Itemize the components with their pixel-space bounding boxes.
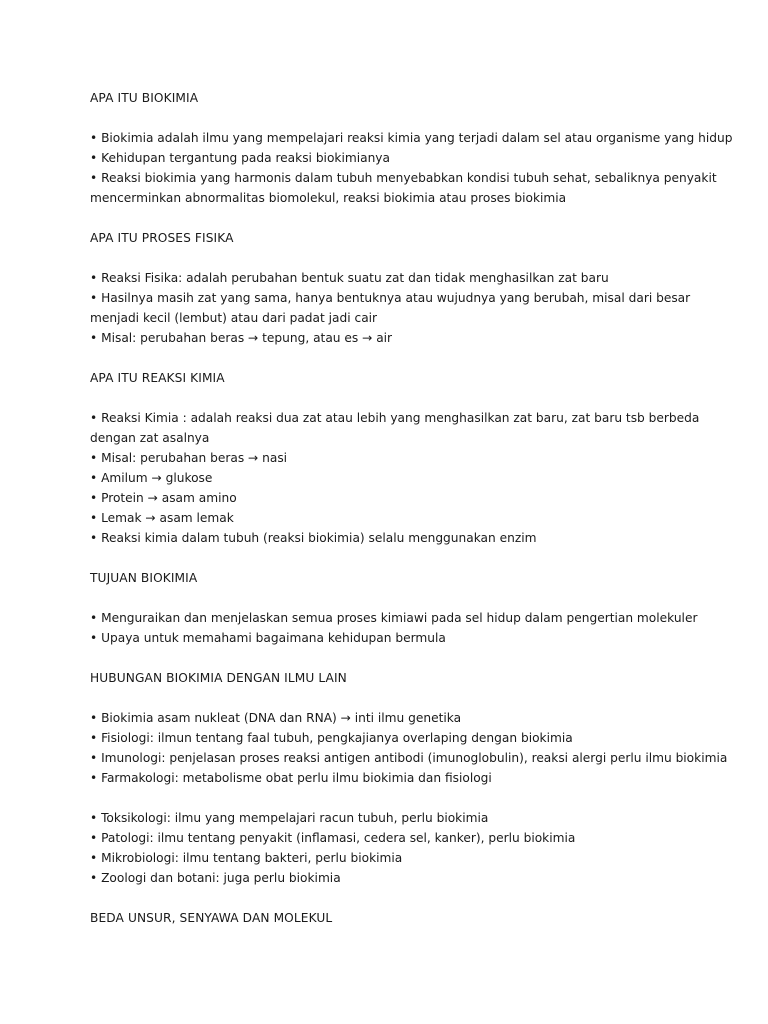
text-line: • Patologi: ilmu tentang penyakit (inflamasi, cedera sel, kanker), perlu biokimia — [90, 831, 576, 845]
section-heading: APA ITU REAKSI KIMIA — [90, 371, 225, 385]
section-heading: APA ITU BIOKIMIA — [90, 91, 199, 105]
section-heading: APA ITU PROSES FISIKA — [90, 231, 234, 245]
text-line: • Misal: perubahan beras → nasi — [90, 451, 288, 465]
text-line: menjadi kecil (lembut) atau dari padat jadi cair — [90, 311, 378, 325]
text-line: • Lemak → asam lemak — [90, 511, 234, 525]
text-line: • Reaksi kimia dalam tubuh (reaksi biokimia) selalu menggunakan enzim — [90, 531, 537, 545]
text-line: • Reaksi biokimia yang harmonis dalam tubuh menyebabkan kondisi tubuh sehat, sebaliknya penyakit — [90, 171, 717, 185]
text-line: • Menguraikan dan menjelaskan semua proses kimiawi pada sel hidup dalam pengertian molekuler — [90, 611, 698, 625]
section-heading: TUJUAN BIOKIMIA — [90, 571, 198, 585]
text-line: • Amilum → glukose — [90, 471, 213, 485]
text-line: • Biokimia asam nukleat (DNA dan RNA) → inti ilmu genetika — [90, 711, 462, 725]
text-line: • Imunologi: penjelasan proses reaksi antigen antibodi (imunoglobulin), reaksi alergi perlu ilmu biokimia — [90, 751, 728, 765]
document-page — [90, 88, 733, 928]
text-line: • Biokimia adalah ilmu yang mempelajari reaksi kimia yang terjadi dalam sel atau organisme yang hidup — [90, 131, 733, 145]
section-heading: BEDA UNSUR, SENYAWA DAN MOLEKUL — [90, 911, 333, 925]
text-line: • Reaksi Kimia : adalah reaksi dua zat atau lebih yang menghasilkan zat baru, zat baru tsb berbeda — [90, 411, 700, 425]
text-line: • Protein → asam amino — [90, 491, 237, 505]
text-line: • Upaya untuk memahami bagaimana kehidupan bermula — [90, 631, 446, 645]
text-line: • Zoologi dan botani: juga perlu biokimia — [90, 871, 341, 885]
text-line: • Toksikologi: ilmu yang mempelajari racun tubuh, perlu biokimia — [90, 811, 489, 825]
text-line: • Kehidupan tergantung pada reaksi biokimianya — [90, 151, 390, 165]
text-line: • Mikrobiologi: ilmu tentang bakteri, perlu biokimia — [90, 851, 403, 865]
text-line: • Fisiologi: ilmun tentang faal tubuh, pengkajianya overlaping dengan biokimia — [90, 731, 573, 745]
text-line: • Farmakologi: metabolisme obat perlu ilmu biokimia dan fisiologi — [90, 771, 492, 785]
text-line: mencerminkan abnormalitas biomolekul, reaksi biokimia atau proses biokimia — [90, 191, 567, 205]
text-line: • Hasilnya masih zat yang sama, hanya bentuknya atau wujudnya yang berubah, misal dari besar — [90, 291, 691, 305]
section-heading: HUBUNGAN BIOKIMIA DENGAN ILMU LAIN — [90, 671, 347, 685]
text-line: • Misal: perubahan beras → tepung, atau es → air — [90, 331, 393, 345]
text-line: dengan zat asalnya — [90, 431, 210, 445]
text-line: • Reaksi Fisika: adalah perubahan bentuk suatu zat dan tidak menghasilkan zat baru — [90, 271, 609, 285]
